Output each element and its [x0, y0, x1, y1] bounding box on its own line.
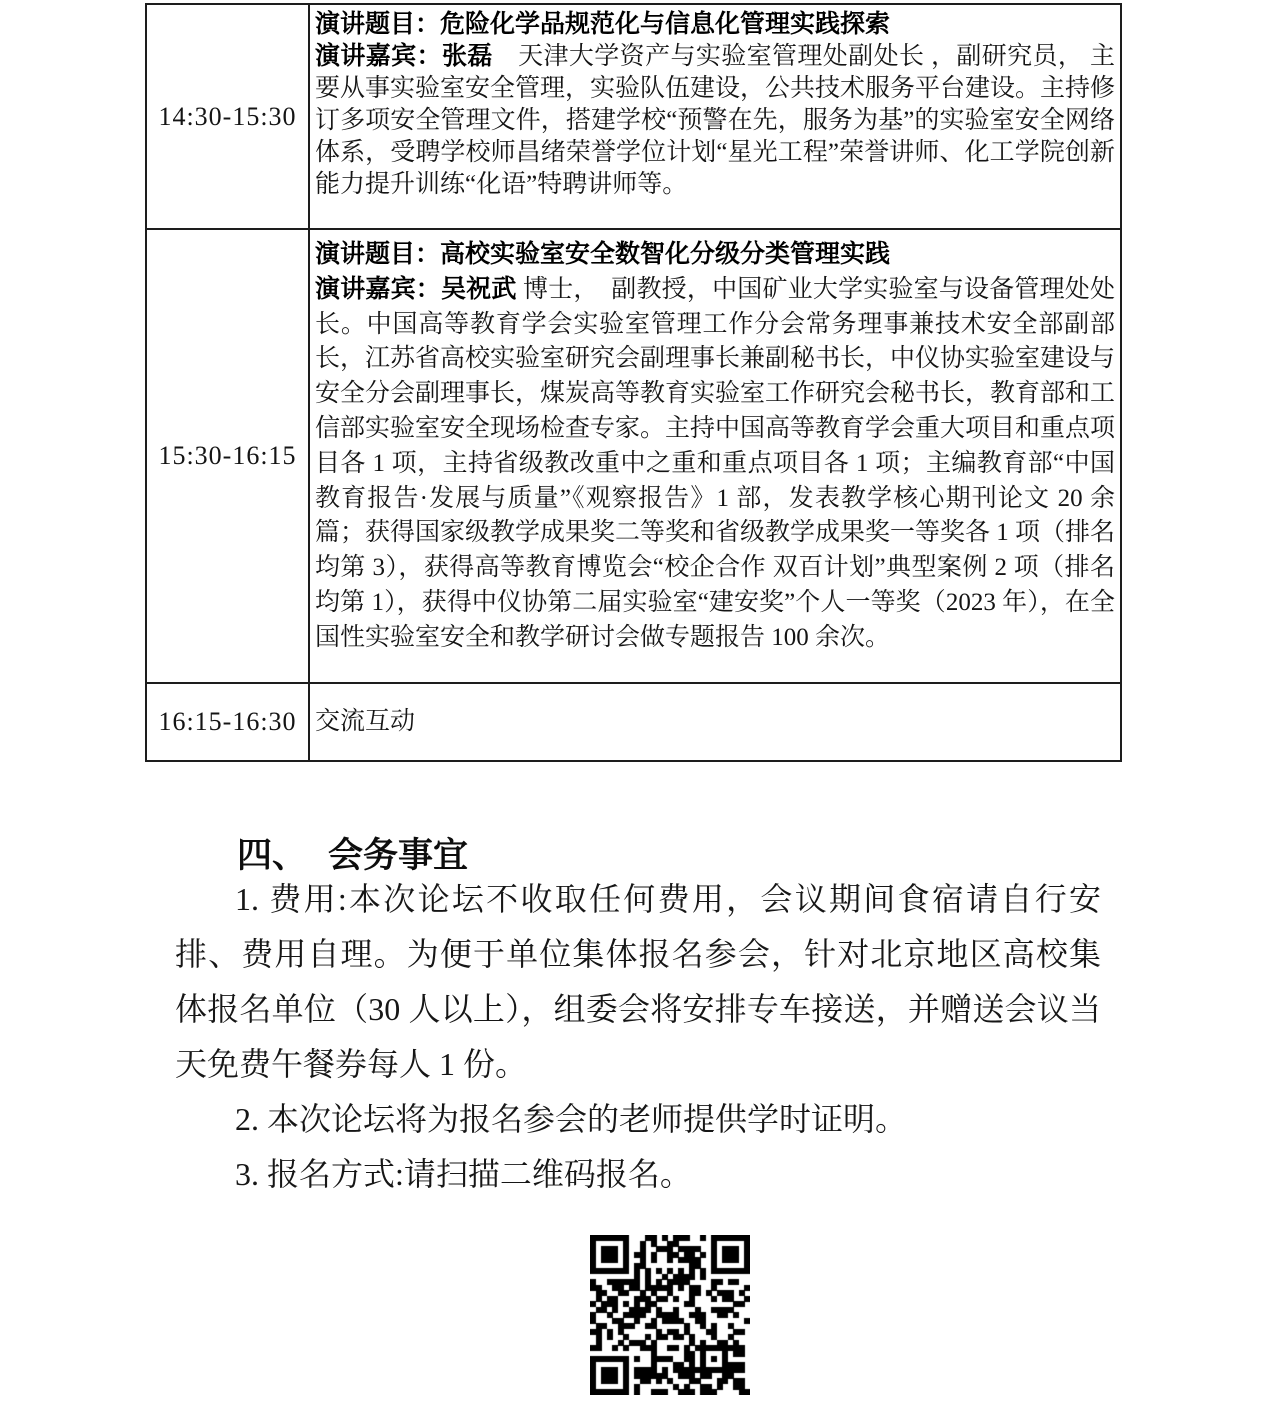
- session-title-line: [315, 238, 1115, 273]
- agenda-table: [145, 3, 1122, 762]
- paragraph-fees: 1. 费用:本次论坛不收取任何费用，会议期间食宿请自行安排、费用自理。为便于单位集体报名参会，针对北京地区高校集体报名单位（30 人以上），组委会将安排专车接送，并赠送会议当天免费午餐券每人 1 份。: [175, 881, 1101, 1082]
- agenda-row-interaction: [147, 684, 1120, 760]
- activity-cell: [310, 684, 1120, 760]
- section-heading: [237, 828, 468, 878]
- section-heading-title: 会务事宜: [328, 836, 469, 875]
- speaker-name: 张磊: [441, 43, 493, 70]
- speaker-label: 演讲嘉宾：: [315, 43, 442, 70]
- speaker-bio: 博士， 副教授，中国矿业大学实验室与设备管理处处长。中国高等教育学会实验室管理工作分会常务理事兼技术安全部副部长，江苏省高校实验室研究会副理事长兼副秘书长，中仪协实验室建设与安全分会副理事长，煤炭高等教育实验室工作研究会秘书长，教育部和工信部实验室安全现场检查专家。主持中国高等教育学会重大项目和重点项目各 1 项，主持省级教改重中之重和重点项目各 1 项；主编教育部“中国教育报告·发展与质量”《观察报告》1 部，发表教学核心期刊论文 20 余篇；获得国家级教学成果奖二等奖和省级教学成果奖一等奖各 1 项（排名均第 3），获得高等教育博览会“校企合作 双百计划”典型案例 2 项（排名均第 1），获得中仪协第二届实验室“建安奖”个人一等奖（2023 年），在全国性实验室安全和教学研讨会做专题报告 100 余次。: [315, 275, 1116, 651]
- session-title: 危险化学品规范化与信息化管理实践探索: [440, 11, 891, 38]
- time-text: 15:30-16:15: [158, 441, 297, 470]
- speaker-bio-paragraph: [315, 273, 1115, 656]
- session-cell: [310, 5, 1120, 228]
- agenda-row-session-2: [147, 230, 1120, 684]
- time-cell: [147, 230, 310, 682]
- session-cell: [310, 230, 1120, 682]
- speaker-name: 吴祝武: [440, 275, 517, 303]
- paragraph-registration: 3. 报名方式:请扫描二维码报名。: [235, 1156, 692, 1192]
- conference-matters-body: [175, 872, 1101, 1202]
- speaker-bio: 天津大学资产与实验室管理处副处长 ，副研究员， 主要从事实验室安全管理，实验队伍建设，公共技术服务平台建设。主持修订多项安全管理文件，搭建学校“预警在先，服务为基”的实验室安全网络体系，受聘学校师昌绪荣誉学位计划“星光工程”荣誉讲师、化工学院创新能力提升训练“化语”特聘讲师等。: [315, 43, 1116, 198]
- session-title-line: [315, 9, 1115, 41]
- time-cell: [147, 5, 310, 228]
- session-title-label: 演讲题目：: [315, 11, 441, 38]
- activity-text: 交流互动: [315, 708, 416, 735]
- time-text: 14:30-15:30: [158, 101, 297, 131]
- speaker-bio-paragraph: [315, 41, 1115, 201]
- registration-qr-code-icon: [590, 1235, 750, 1395]
- session-title: 高校实验室安全数智化分级分类管理实践: [440, 241, 891, 268]
- paragraph-certificate: 2. 本次论坛将为报名参会的老师提供学时证明。: [235, 1101, 908, 1137]
- agenda-row-session-1: [147, 5, 1120, 230]
- session-title-label: 演讲题目：: [315, 241, 441, 268]
- speaker-label: 演讲嘉宾：: [315, 275, 441, 303]
- section-heading-number: 四、: [237, 836, 308, 875]
- time-cell: [147, 684, 310, 760]
- time-text: 16:15-16:30: [158, 707, 297, 736]
